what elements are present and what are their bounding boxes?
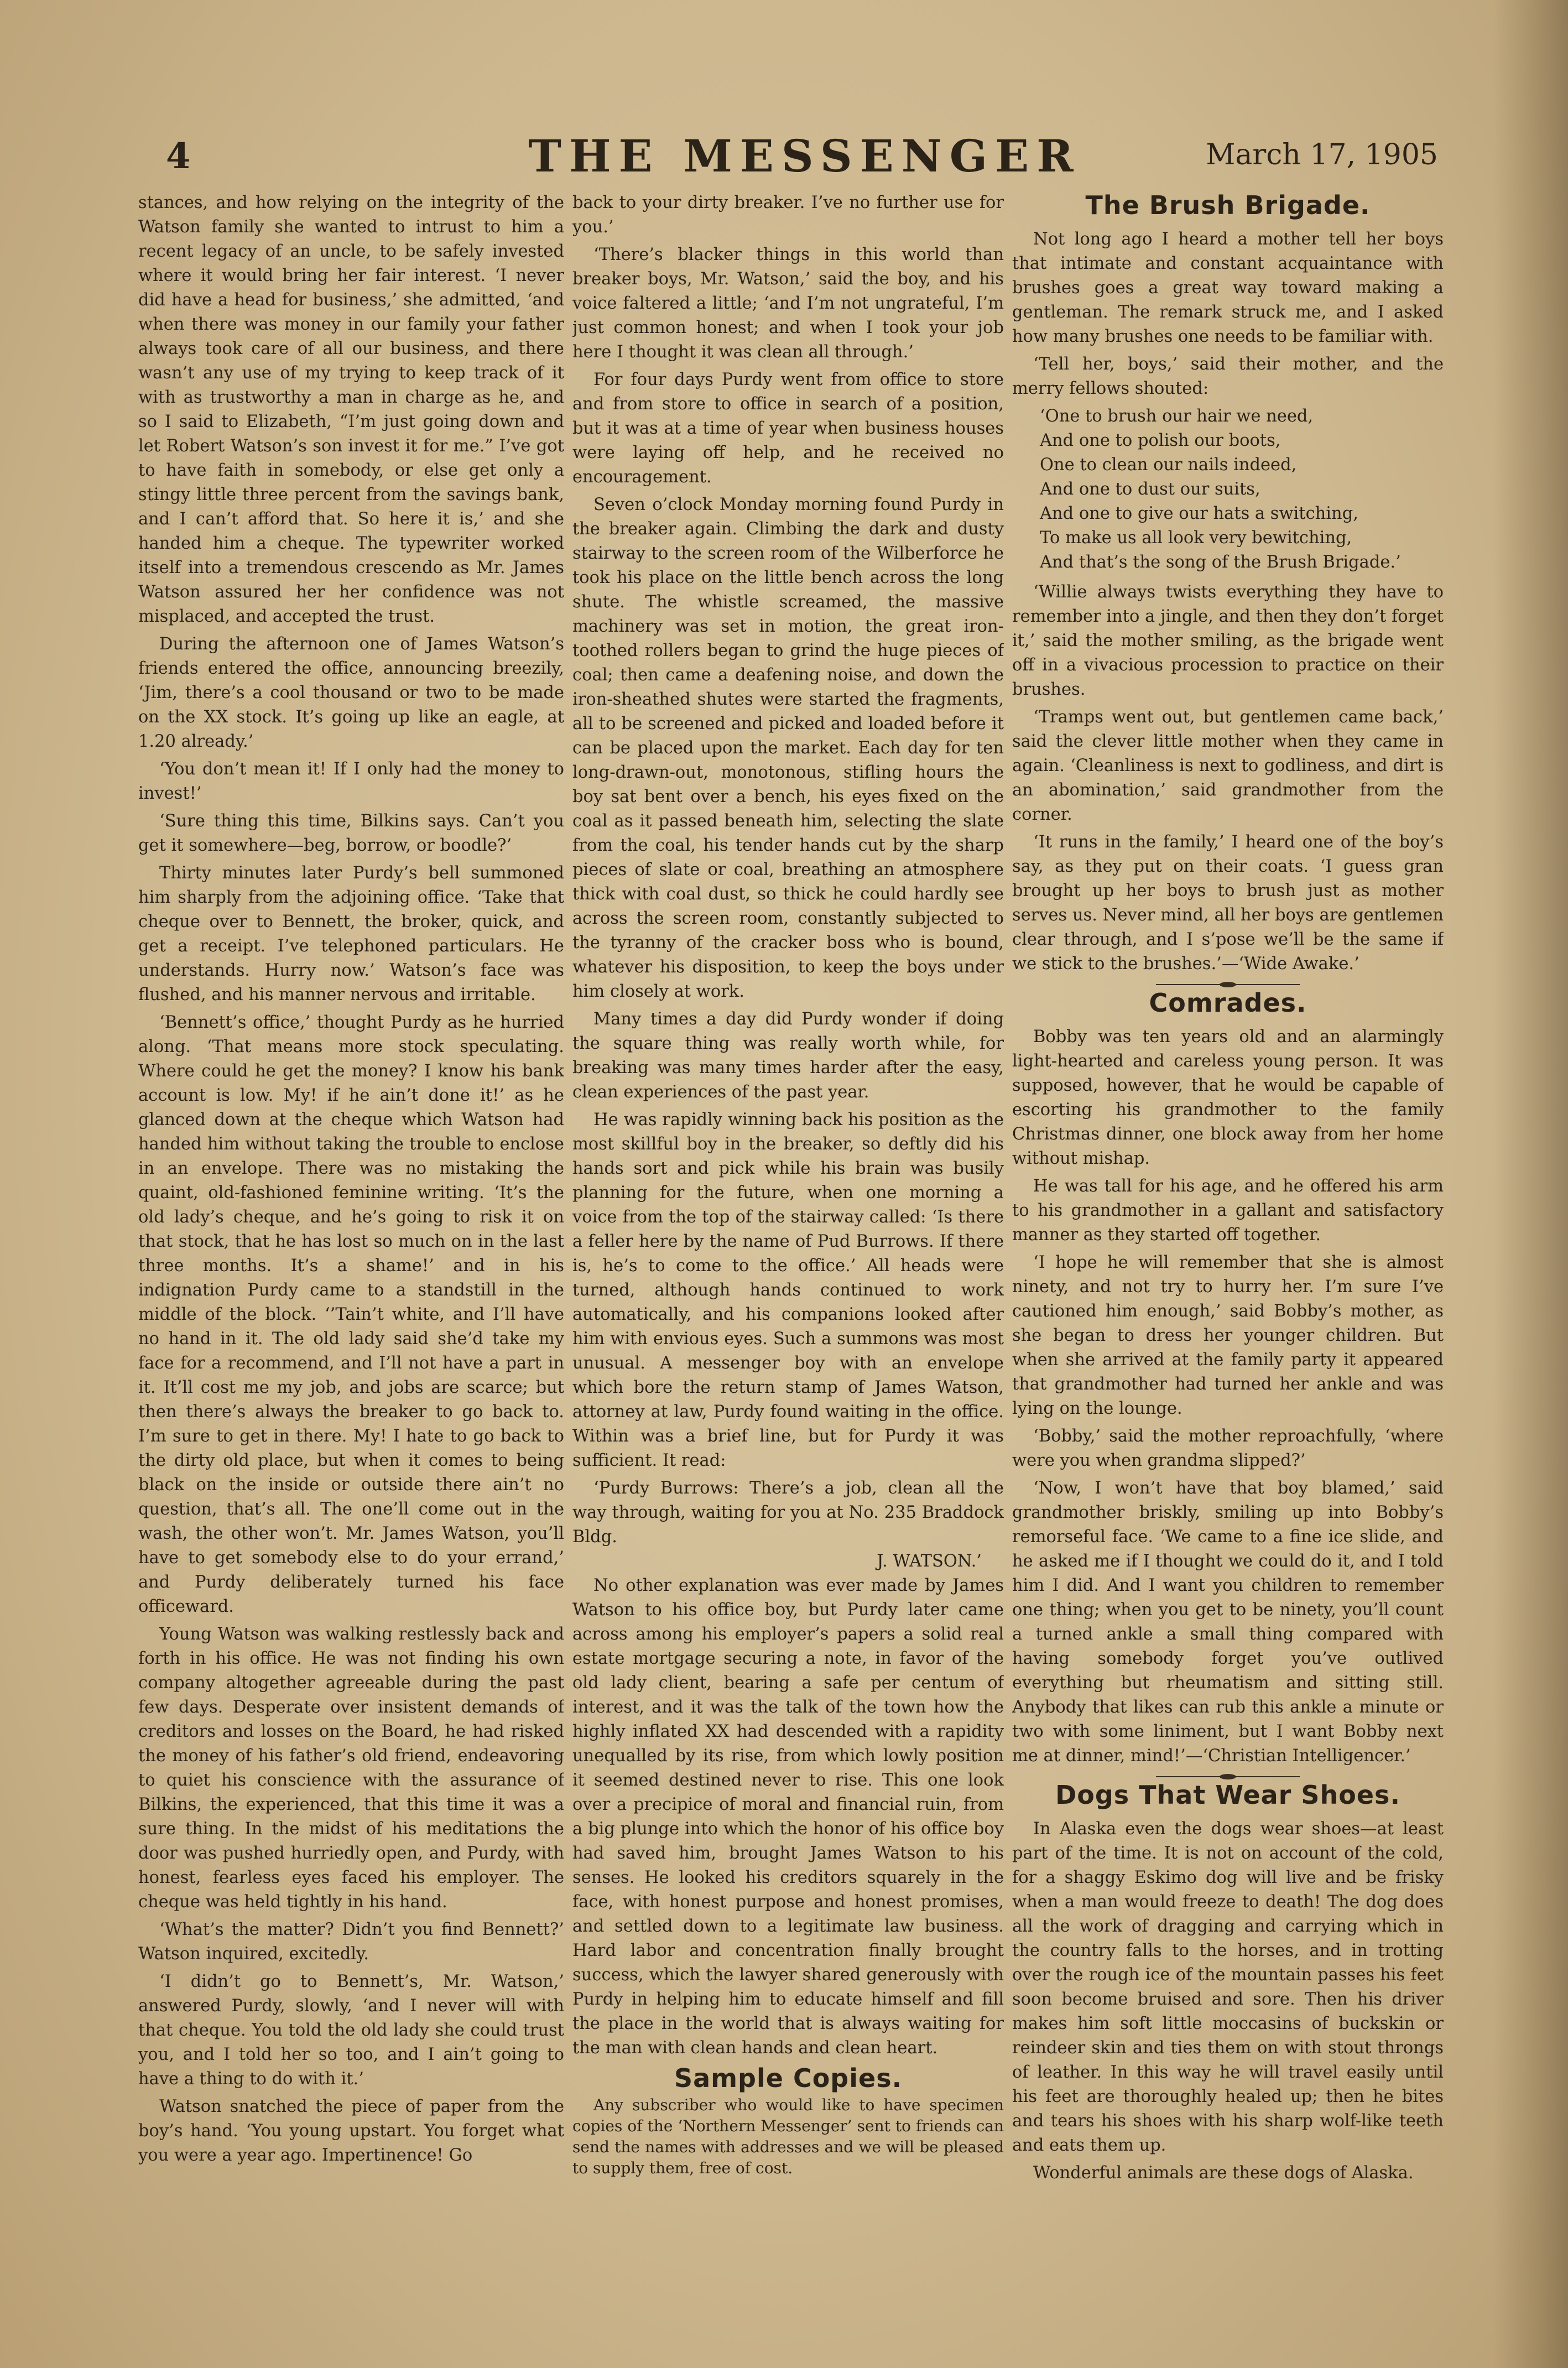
story-paragraph: ‘What’s the matter? Didn’t you find Bennett?’ Watson inquired, excitedly. — [138, 1920, 564, 1964]
issue-date: March 17, 1905 — [1206, 138, 1438, 171]
dogs-heading: Dogs That Wear Shoes. — [1055, 1780, 1400, 1810]
column-1 — [138, 191, 564, 2237]
page-number: 4 — [166, 136, 191, 177]
poem-line: To make us all look very bewitching, — [1040, 528, 1352, 548]
poem-line: And that’s the song of the Brush Brigade.’ — [1040, 553, 1401, 572]
story-paragraph: ‘You don’t mean it! If I only had the money to invest!’ — [138, 759, 564, 803]
story-paragraph: Thirty minutes later Purdy’s bell summoned him sharply from the adjoining office. ‘Take that cheque over to Bennett, the broker, quick, and get a receipt. I’ve telephoned particulars. He understands. Hurry now.’ Watson’s face was flushed, and his manner nervous and irritable. — [138, 863, 564, 1005]
story-paragraph: back to your dirty breaker. I’ve no further use for you.’ — [572, 193, 1004, 237]
story-paragraph: ‘There’s blacker things in this world than breaker boys, Mr. Watson,’ said the boy, and his voice faltered a little; ‘and I’m not ungrateful, I’m just common honest; and when I took your job here I thought it was clean all through.’ — [572, 245, 1004, 362]
sample-copies-heading: Sample Copies. — [674, 2063, 903, 2093]
brush-poem — [1040, 404, 1444, 575]
comrades-heading: Comrades. — [1149, 988, 1307, 1018]
story-paragraph: He was rapidly winning back his position as the most skillful boy in the breaker, so deftly did his hands sort and pick while his brain was busily planning for the future, when one morning a voice from the top of the stairway called: ‘Is there a feller here by the name of Pud Burrows. If there is, he’s to come to the office.’ All heads were turned, although hands continued to work automatically, and his companions looked after him with envious eyes. Such a summons was most unusual. A messenger boy with an envelope which bore the return stamp of James Watson, attorney at law, Purdy found waiting in the office. Within was a brief line, but for Purdy it was sufficient. It read: — [572, 1110, 1004, 1470]
dogs-paragraph: Wonderful animals are these dogs of Alaska. — [1033, 2163, 1414, 2183]
letter-text: ‘Purdy Burrows: There’s a job, clean all the way through, waiting for you at No. 235 Braddock Bldg. — [572, 1479, 1004, 1547]
poem-line: And one to dust our suits, — [1040, 480, 1260, 499]
story-paragraph: Young Watson was walking restlessly back and forth in his office. He was not finding his own company altogether agreeable during the past few days. Desperate over insistent demands of creditors and losses on the Board, he had risked the money of his father’s old friend, endeavoring to quiet his conscience with the assurance of Bilkins, the experienced, that this time it was a sure thing. In the midst of his meditations the door was pushed hurriedly open, and Purdy, with honest, fearless eyes faced his employer. The cheque was held tightly in his hand. — [138, 1625, 564, 1912]
masthead-title: THE MESSENGER — [528, 130, 1081, 182]
brush-paragraph: Not long ago I heard a mother tell her boys that intimate and constant acquaintance with brushes goes a great way toward making a gentleman. The remark struck me, and I asked how many brushes one needs to be familiar with. — [1012, 230, 1444, 346]
comrades-paragraph: ‘Bobby,’ said the mother reproachfully, ‘where were you when grandma slipped?’ — [1012, 1427, 1444, 1470]
page-fold-shadow — [1493, 0, 1568, 2368]
column-3 — [1012, 191, 1444, 2237]
story-paragraph: stances, and how relying on the integrity of the Watson family she wanted to intrust to him a recent legacy of an uncle, to be safely invested where it would bring her fair interest. ‘I never did have a head for business,’ she admitted, ‘and when there was money in our family your father always took care of all our business, and there wasn’t any use of my trying to keep track of it with as trustworthy a man in charge as he, and so I said to Elizabeth, “I’m just going down and let Robert Watson’s son invest it for me.” I’ve got to have faith in somebody, or else get only a stingy little three percent from the savings bank, and I can’t afford that. So here it is,’ and she handed him a cheque. The typewriter worked itself into a tremendous crescendo as Mr. James Watson assured her her confidence was not misplaced, and accepted the trust. — [138, 193, 564, 626]
sample-copies-text: Any subscriber who would like to have specimen copies of the ‘Northern Messenger’ sent to friends can send the names with addresses and we will be pleased to supply them, free of cost. — [572, 2096, 1004, 2177]
story-paragraph: For four days Purdy went from office to store and from store to office in search of a position, but it was at a time of year when business houses were laying off help, and he received no encouragement. — [572, 370, 1004, 487]
brush-brigade-heading: The Brush Brigade. — [1085, 191, 1371, 220]
brush-paragraph: ‘Tell her, boys,’ said their mother, and the merry fellows shouted: — [1012, 355, 1444, 398]
poem-line: And one to polish our boots, — [1040, 431, 1281, 450]
brush-paragraph: ‘Tramps went out, but gentlemen came back,’ said the clever little mother when they came in again. ‘Cleanliness is next to godliness, and dirt is an abomination,’ said grandmother from the corner. — [1012, 707, 1444, 824]
section-divider — [1156, 1776, 1300, 1777]
brush-paragraph: ‘Willie always twists everything they have to remember into a jingle, and then they don’t forget it,’ said the mother smiling, as the brigade went off in a vivacious procession to practice on their brushes. — [1012, 582, 1444, 699]
story-paragraph: ‘Sure thing this time, Bilkins says. Can’t you get it somewhere—beg, borrow, or boodle?’ — [138, 811, 564, 855]
story-paragraph: ‘I didn’t go to Bennett’s, Mr. Watson,’ answered Purdy, slowly, ‘and I never will with that cheque. You told the old lady she could trust you, and I told her so too, and I ain’t going to have a thing to do with it.’ — [138, 1972, 564, 2089]
comrades-paragraph: He was tall for his age, and he offered his arm to his grandmother in a gallant and satisfactory manner as they started off together. — [1012, 1177, 1444, 1245]
story-paragraph: Seven o’clock Monday morning found Purdy in the breaker again. Climbing the dark and dusty stairway to the screen room of the Wilberforce he took his place on the little bench across the long shute. The whistle screamed, the massive machinery was set in motion, the great iron-toothed rollers began to grind the huge pieces of coal; then came a deafening noise, and down the iron-sheathed shutes were started the fragments, all to be screened and picked and loaded before it can be placed upon the market. Each day for ten long-drawn-out, monotonous, stifling hours the boy sat bent over a bench, his eyes fixed on the coal as it passed beneath him, selecting the slate from the coal, his tender hands cut by the sharp pieces of slate or coal, breathing an atmosphere thick with coal dust, so thick he could hardly see across the screen room, constantly subjected to the tyranny of the cracker boss who is bound, whatever his disposition, to keep the boys under him closely at work. — [572, 495, 1004, 1001]
comrades-paragraph: Bobby was ten years old and an alarmingly light-hearted and careless young person. It was supposed, however, that he would be capable of escorting his grandmother to the family Christmas dinner, one block away from her home without mishap. — [1012, 1027, 1444, 1168]
comrades-paragraph: ‘I hope he will remember that she is almost ninety, and not try to hurry her. I’m sure I’ve cautioned him enough,’ said Bobby’s mother, as she began to dress her younger children. But when she arrived at the family party it appeared that grandmother had turned her ankle and was lying on the lounge. — [1012, 1253, 1444, 1418]
story-paragraph: During the afternoon one of James Watson’s friends entered the office, announcing breezily, ‘Jim, there’s a cool thousand or two to be made on the XX stock. It’s going up like an eagle, at 1.20 already.’ — [138, 634, 564, 751]
story-paragraph: Many times a day did Purdy wonder if doing the square thing was really worth while, for breaking was many times harder after the easy, clean experiences of the past year. — [572, 1009, 1004, 1102]
story-paragraph: No other explanation was ever made by James Watson to his office boy, but Purdy later came across among his employer’s papers a solid real estate mortgage securing a note, in favor of the old lady client, bearing a safe per centum of interest, and it was the talk of the town how the highly inflated XX had descended with a rapidity unequalled by its rise, from which lowly position it seemed destined never to rise. This one look over a precipice of moral and financial ruin, from a big plunge into which the honor of his office boy had saved him, brought James Watson to his senses. He looked his creditors squarely in the face, with honest purpose and honest promises, and settled down to a legitimate law business. Hard labor and concentration finally brought success, which the lawyer shared generously with Purdy in helping him to educate himself and fill the place in the world that is always waiting for the man with clean hands and clean heart. — [572, 1576, 1004, 2058]
story-paragraph: Watson snatched the piece of paper from the boy’s hand. ‘You young upstart. You forget what you were a year ago. Impertinence! Go — [138, 2097, 564, 2165]
comrades-paragraph: ‘Now, I won’t have that boy blamed,’ said grandmother briskly, smiling up into Bobby’s remorseful face. ‘We came to a fine ice slide, and he asked me if I thought we could do it, and I told him I did. And I want you children to remember one thing; when you get to be ninety, you’ll count a turned ankle a small thing compared with having somebody forget you’ve outlived everything but rheumatism and sitting still. Anybody that likes can rub this ankle a minute or two with some liniment, but I want Bobby next me at dinner, mind!’—‘Christian Intelligencer.’ — [1012, 1479, 1444, 1766]
story-paragraph: ‘Bennett’s office,’ thought Purdy as he hurried along. ‘That means more stock speculating. Where could he get the money? I know his bank account is low. My! if he ain’t done it!’ as he glanced down at the cheque which Watson had handed him without taking the trouble to enclose in an envelope. There was no mistaking the quaint, old-fashioned feminine writing. ‘It’s the old lady’s cheque, and he’s going to risk it on that stock, that he has lost so much on in the last three months. It’s a shame!’ and in his indignation Purdy came to a standstill in the middle of the block. ‘’Tain’t white, and I’ll have no hand in it. The old lady said she’d take my face for a recommend, and I’ll not have a part in it. It’ll cost me my job, and jobs are scarce; but then there’s always the breaker to go back to. I’m sure to get in there. My! I hate to go back to the dirty old place, but when it comes to being black on the inside or outside there ain’t no question, that’s all. The one’ll come out in the wash, the other won’t. Mr. James Watson, you’ll have to get somebody else to do your errand,’ and Purdy deliberately turned his face officeward. — [138, 1013, 564, 1616]
section-divider — [1156, 984, 1300, 985]
poem-line: ‘One to brush our hair we need, — [1040, 407, 1314, 426]
letter-signature: J. WATSON.’ — [877, 1552, 982, 1571]
dogs-paragraph: In Alaska even the dogs wear shoes—at least part of the time. It is not on account of the cold, for a shaggy Eskimo dog will live and be frisky when a man would freeze to death! The dog does all the work of dragging and carrying which in the country falls to the horses, and in trotting over the rough ice of the mountain passes his feet soon become bruised and sore. Then his driver makes him soft little moccasins of buckskin or reindeer skin and ties them on with stout throngs of leather. In this way he will travel easily until his feet are thoroughly healed up; then he bites and tears his shoes with his sharp wolf-like teeth and eats them up. — [1012, 1819, 1444, 2155]
poem-line: And one to give our hats a switching, — [1040, 504, 1358, 523]
brush-paragraph: ‘It runs in the family,’ I heard one of the boy’s say, as they put on their coats. ‘I guess gran brought up her boys to brush just as mother serves us. Never mind, all her boys are gentlemen clear through, and I s’pose we’ll be the same if we stick to the brushes.’—‘Wide Awake.’ — [1012, 832, 1444, 974]
page-header — [166, 130, 1438, 196]
poem-line: One to clean our nails indeed, — [1040, 455, 1297, 475]
column-2 — [572, 191, 1004, 2237]
